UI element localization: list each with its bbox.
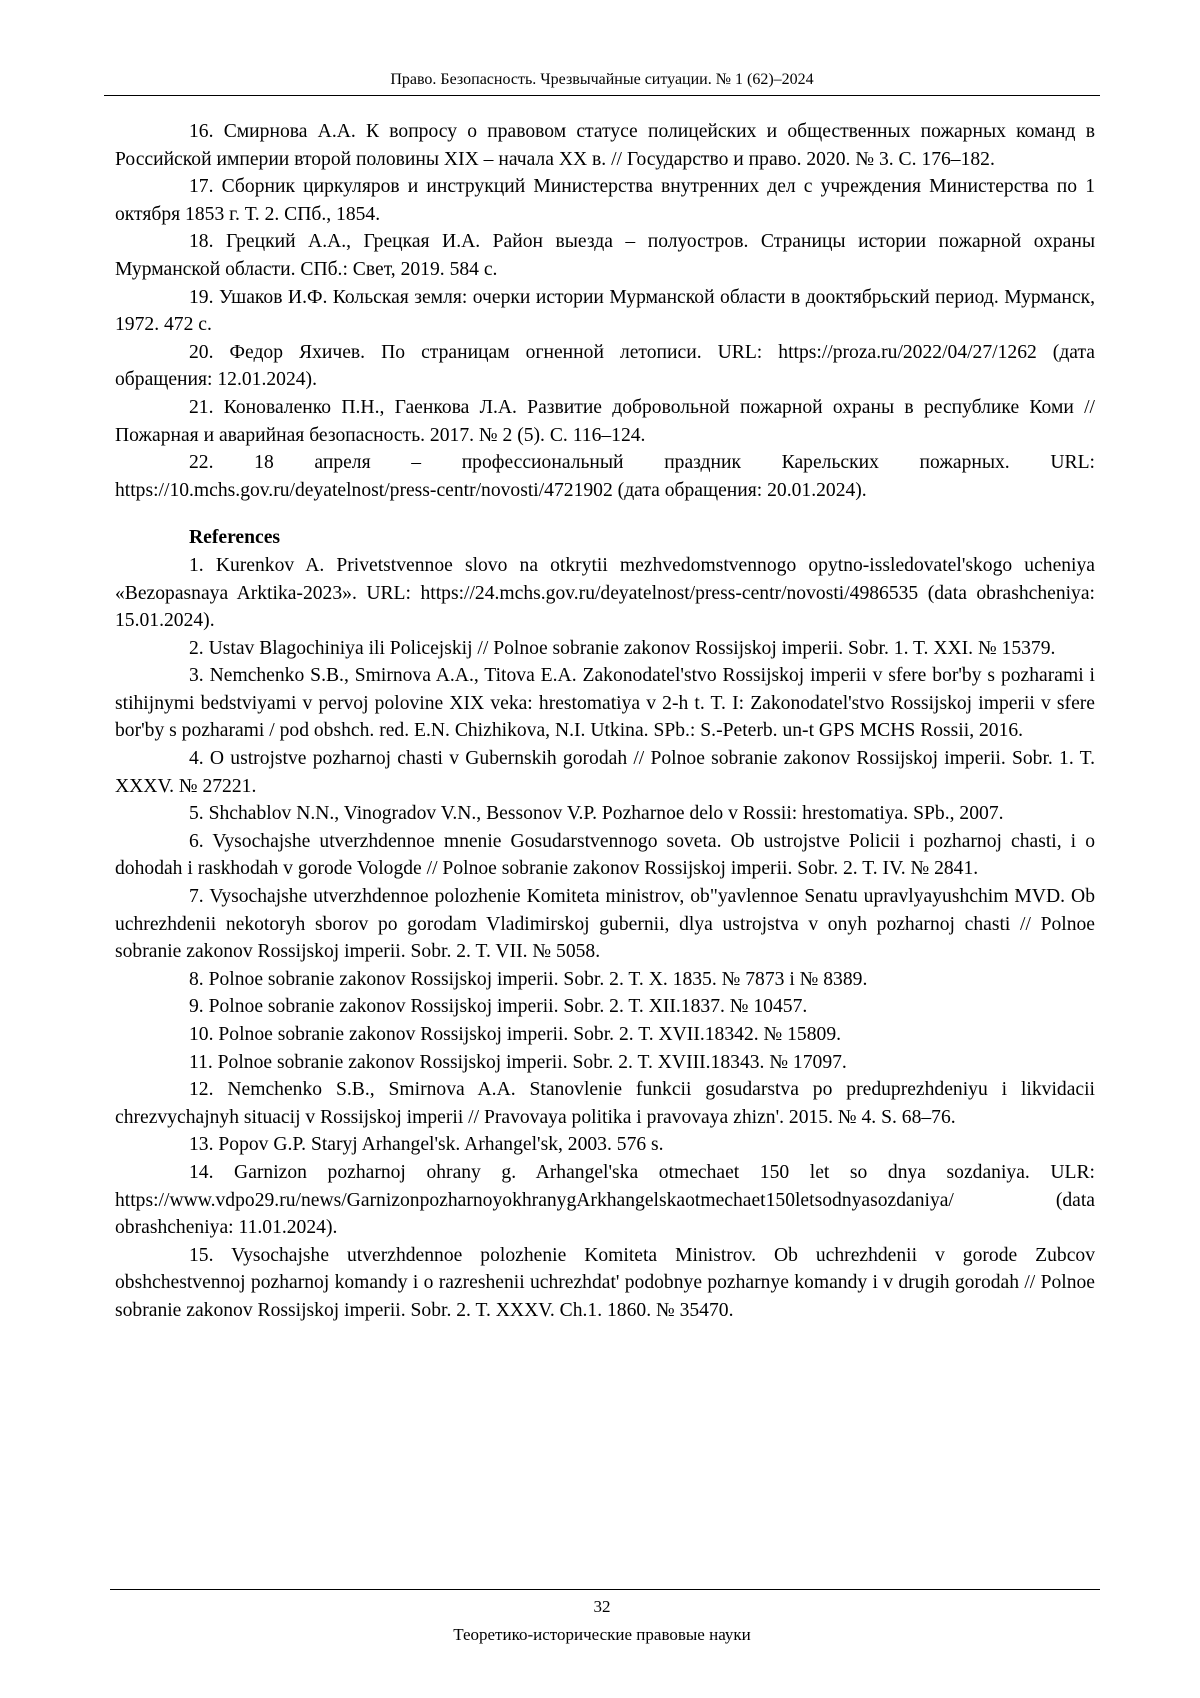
reference-entry: 19. Ушаков И.Ф. Кольская земля: очерки истории Мурманской области в дооктябрьский период. Мурманск, 1972. 472 с. [115, 286, 1095, 336]
references-heading: References [189, 527, 281, 549]
reference-entry: 3. Nemchenko S.B., Smirnova A.A., Titova E.A. Zakonodatel'stvo Rossijskoj imperii v sfere bor'by s pozharami i stihijnymi bedstviyami v pervoj polovine XIX veka: hrestomatiya v 2-h t. T. I: Zakonodatel'stvo Rossijskoj imperii v sfere bor'by s pozharami / pod obshch. red. E.N. Chizhikova, N.I. Utkina. SPb.: S.-Peterb. un-t GPS MCHS Rossii, 2016. [115, 665, 1095, 742]
reference-entry: 4. O ustrojstve pozharnoj chasti v Gubernskih gorodah // Polnoe sobranie zakonov Rossijskoj imperii. Sobr. 1. T. XXXV. № 27221. [115, 748, 1095, 797]
reference-entry: 16. Смирнова А.А. К вопросу о правовом статусе полицейских и общественных пожарных команд в Российской империи второй половины XIX – начала XX в. // Государство и право. 2020. № 3. С. 176–182. [115, 121, 1095, 170]
page-body [115, 118, 1095, 1325]
header-divider [104, 95, 1100, 96]
reference-entry: 11. Polnoe sobranie zakonov Rossijskoj imperii. Sobr. 2. T. XVIII.18343. № 17097. [189, 1051, 847, 1073]
reference-entry: 10. Polnoe sobranie zakonov Rossijskoj imperii. Sobr. 2. T. XVII.18342. № 15809. [189, 1024, 842, 1045]
reference-entry: 15. Vysochajshe utverzhdennoe polozhenie Komiteta Ministrov. Ob uchrezhdenii v gorode Zubcov obshchestvennoj pozharnoj komandy i o razreshenii uchrezhdat' podobnye pozharnye komandy i v drugih gorodah // Polnoe sobranie zakonov Rossijskoj imperii. Sobr. 2. T. XXXV. Ch.1. 1860. № 35470. [115, 1244, 1095, 1321]
reference-entry: 17. Сборник циркуляров и инструкций Министерства внутренних дел с учреждения Министерства по 1 октября 1853 г. Т. 2. СПб., 1854. [115, 176, 1095, 225]
reference-entry: 14. Garnizon pozharnoj ohrany g. Arhangel'ska otmechaet 150 let so dnya sozdaniya. ULR: https://www.vdpo29.ru/news/GarnizonpozharnoyokhranygArkhangelskaotmechaet150letsodnyasozdaniya/ (data obrashcheniya: 11.01.2024). [115, 1161, 1095, 1239]
footer-divider [110, 1589, 1100, 1590]
reference-entry: 18. Грецкий А.А., Грецкая И.А. Район выезда – полуостров. Страницы истории пожарной охраны Мурманской области. СПб.: Свет, 2019. 584 с. [115, 231, 1095, 280]
reference-entry: 2. Ustav Blagochiniya ili Policejskij // Polnoe sobranie zakonov Rossijskoj imperii. Sobr. 1. T. XXI. № 15379. [189, 637, 1056, 659]
reference-entry: 6. Vysochajshe utverzhdennoe mnenie Gosudarstvennogo soveta. Ob ustrojstve Policii i pozharnoj chasti, i o dohodah i raskhodah v gorode Vologde // Polnoe sobranie zakonov Rossijskoj imperii. Sobr. 2. T. IV. № 2841. [115, 830, 1095, 880]
footer-section-title: Теоретико-исторические правовые науки [453, 1625, 751, 1644]
running-header: Право. Безопасность. Чрезвычайные ситуации. № 1 (62)–2024 [390, 71, 814, 88]
reference-entry: 22. 18 апреля – профессиональный праздник Карельских пожарных. URL: https://10.mchs.gov.ru/deyatelnost/press-centr/novosti/4721902 (дата обращения: 20.01.2024). [115, 452, 1095, 501]
reference-entry: 8. Polnoe sobranie zakonov Rossijskoj imperii. Sobr. 2. T. X. 1835. № 7873 i № 8389. [189, 968, 868, 990]
reference-entry: 20. Федор Яхичев. По страницам огненной летописи. URL: https://proza.ru/2022/04/27/1262 (дата обращения: 12.01.2024). [115, 341, 1095, 391]
reference-entry: 9. Polnoe sobranie zakonov Rossijskoj imperii. Sobr. 2. T. XII.1837. № 10457. [189, 996, 808, 1018]
reference-entry: 5. Shchablov N.N., Vinogradov V.N., Bessonov V.P. Pozharnoe delo v Rossii: hrestomatiya. SPb., 2007. [189, 803, 1004, 825]
page-number: 32 [593, 1597, 611, 1616]
reference-entry: 7. Vysochajshe utverzhdennoe polozhenie Komiteta ministrov, ob"yavlennoe Senatu upravlyayushchim MVD. Ob uchrezhdenii nekotoryh sborov po gorodam Vladimirskoj gubernii, dlya ustrojstva v onyh pozharnoj chasti // Polnoe sobranie zakonov Rossijskoj imperii. Sobr. 2. T. VII. № 5058. [115, 886, 1095, 963]
reference-entry: 13. Popov G.P. Staryj Arhangel'sk. Arhangel'sk, 2003. 576 s. [189, 1134, 664, 1156]
reference-entry: 1. Kurenkov A. Privetstvennoe slovo na otkrytii mezhvedomstvennogo opytno-issledovatel'skogo ucheniya «Bezopasnaya Arktika-2023». URL: https://24.mchs.gov.ru/deyatelnost/press-centr/novosti/4986535 (data obrashcheniya: 15.01.2024). [115, 554, 1095, 632]
reference-entry: 12. Nemchenko S.B., Smirnova A.A. Stanovlenie funkcii gosudarstva po preduprezhdeniyu i likvidacii chrezvychajnyh situacij v Rossijskoj imperii // Pravovaya politika i pravovaya zhizn'. 2015. № 4. S. 68–76. [115, 1079, 1095, 1128]
reference-entry: 21. Коноваленко П.Н., Гаенкова Л.А. Развитие добровольной пожарной охраны в республике Коми // Пожарная и аварийная безопасность. 2017. № 2 (5). С. 116–124. [115, 396, 1095, 446]
